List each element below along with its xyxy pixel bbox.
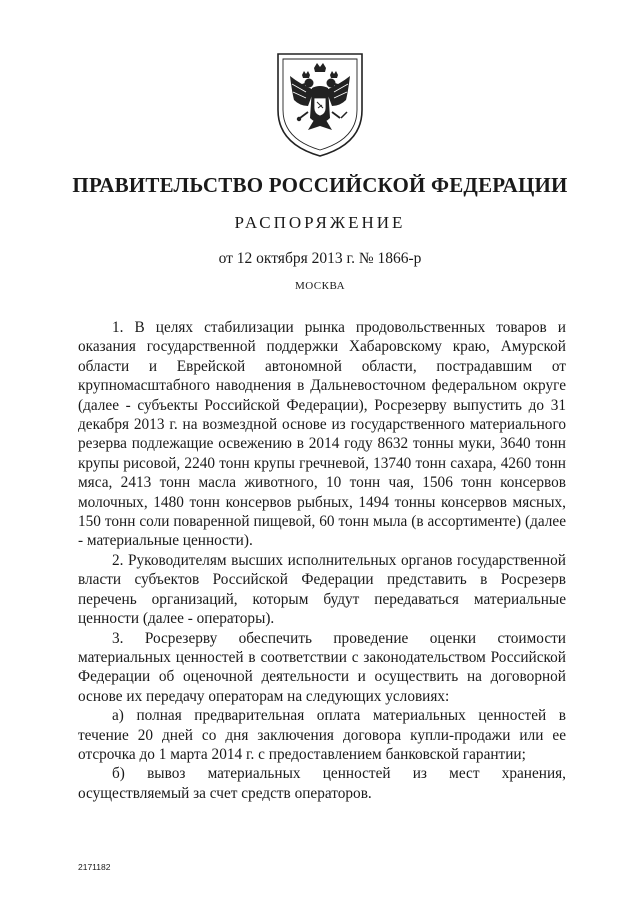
document-type: РАСПОРЯЖЕНИЕ [234, 213, 406, 232]
paragraph-2: 2. Руководителям высших исполнительных органов государственной власти субъектов Российской Федерации представить в Росрезерв перечень организаций, которым будут передаваться материальные ценности (далее - операторы). [78, 551, 566, 628]
document-body [78, 318, 566, 803]
issuer-title: ПРАВИТЕЛЬСТВО РОССИЙСКОЙ ФЕДЕРАЦИИ [72, 173, 568, 197]
paragraph-1: 1. В целях стабилизации рынка продовольственных товаров и оказания государственной поддержки Хабаровскому краю, Амурской области и Еврейской автономной области, пострадавшим от крупномасштабного наводнения в Дальневосточном федеральном округе (далее - субъекты Российской Федерации), Росрезерву выпустить до 31 декабря 2013 г. на возмездной основе из государственного материального резерва подлежащие освежению в 2014 году 8632 тонны муки, 3640 тонн крупы рисовой, 2240 тонн крупы гречневой, 13740 тонн сахара, 4260 тонн мяса, 2413 тонн масла животного, 10 тонн чая, 1506 тонн консервов молочных, 1480 тонн консервов рыбных, 1494 тонны консервов мясных, 150 тонн соли поваренной пищевой, 60 тонн мыла (в ассортименте) (далее - материальные ценности). [78, 319, 566, 550]
paragraph-3: 3. Росрезерву обеспечить проведение оценки стоимости материальных ценностей в соответствии с законодательством Российской Федерации об оценочной деятельности и осуществить на договорной основе их передачу операторам на следующих условиях: [78, 629, 566, 705]
double-headed-eagle-icon [274, 48, 366, 160]
issue-city: МОСКВА [294, 280, 346, 292]
subparagraph-b: б) вывоз материальных ценностей из мест хранения, осуществляемый за счет средств операторов. [78, 765, 566, 802]
document-date-number: от 12 октября 2013 г. № 1866-р [218, 250, 422, 267]
subparagraph-a: а) полная предварительная оплата материальных ценностей в течение 20 дней со дня заключения договора купли-продажи или ее отсрочка до 1 марта 2014 г. с предоставлением банковской гарантии; [78, 707, 566, 763]
document-code: 2171182 [78, 862, 111, 872]
coat-of-arms-emblem-icon [274, 48, 366, 160]
